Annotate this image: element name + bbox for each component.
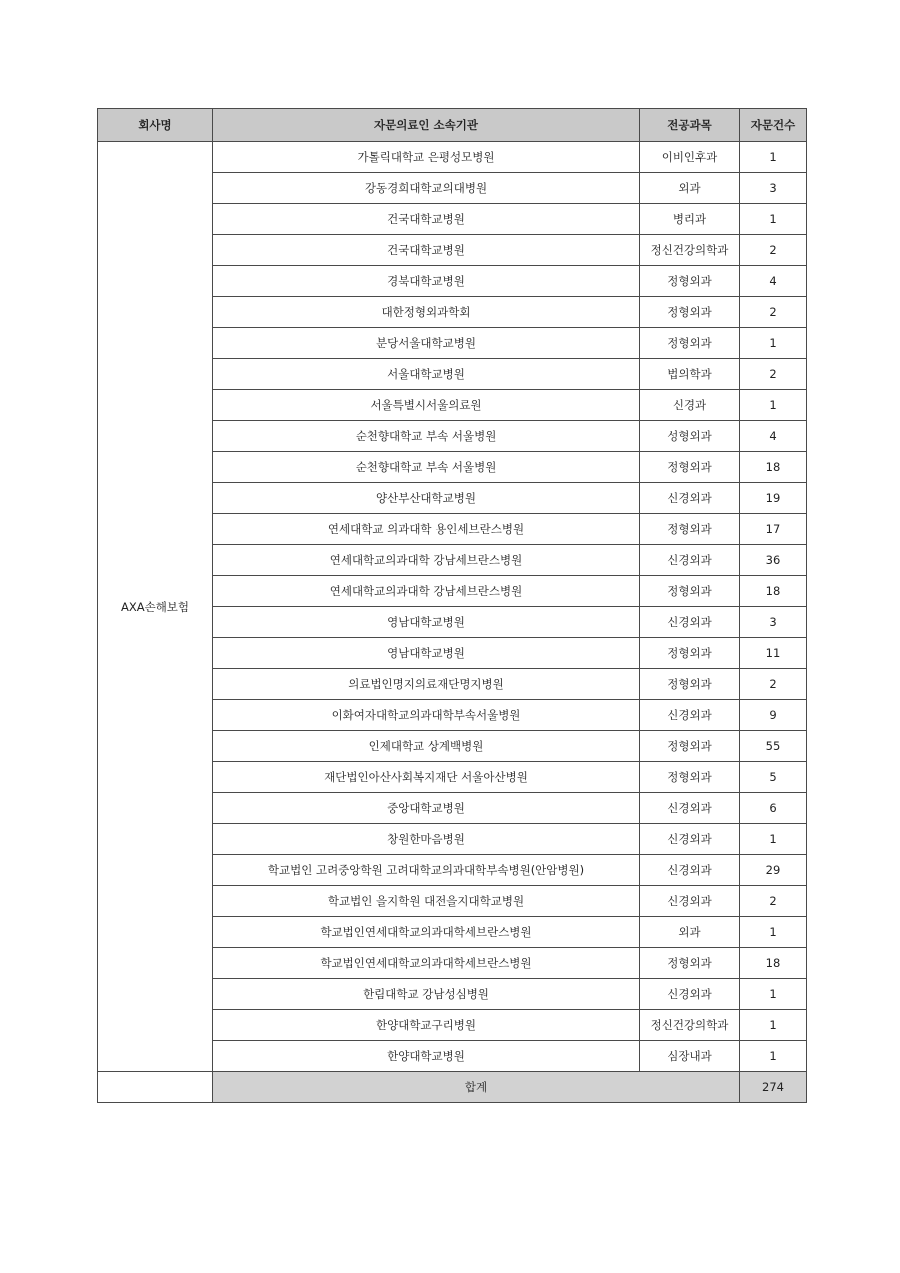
header-count: 자문건수	[740, 109, 807, 142]
count-cell: 1	[740, 1041, 807, 1072]
header-company: 회사명	[98, 109, 213, 142]
institution-cell: 창원한마음병원	[213, 824, 640, 855]
total-label: 합계	[213, 1072, 740, 1103]
specialty-cell: 신경외과	[640, 545, 740, 576]
count-cell: 1	[740, 917, 807, 948]
specialty-cell: 정형외과	[640, 297, 740, 328]
institution-cell: 의료법인명지의료재단명지병원	[213, 669, 640, 700]
header-specialty: 전공과목	[640, 109, 740, 142]
specialty-cell: 신경외과	[640, 886, 740, 917]
specialty-cell: 정신건강의학과	[640, 1010, 740, 1041]
institution-cell: 대한정형외과학회	[213, 297, 640, 328]
count-cell: 19	[740, 483, 807, 514]
specialty-cell: 정형외과	[640, 762, 740, 793]
institution-cell: 강동경희대학교의대병원	[213, 173, 640, 204]
count-cell: 4	[740, 266, 807, 297]
institution-cell: 재단법인아산사회복지재단 서울아산병원	[213, 762, 640, 793]
specialty-cell: 신경외과	[640, 793, 740, 824]
institution-cell: 양산부산대학교병원	[213, 483, 640, 514]
institution-cell: 연세대학교의과대학 강남세브란스병원	[213, 576, 640, 607]
count-cell: 18	[740, 452, 807, 483]
institution-cell: 가톨릭대학교 은평성모병원	[213, 142, 640, 173]
count-cell: 2	[740, 669, 807, 700]
count-cell: 6	[740, 793, 807, 824]
specialty-cell: 신경외과	[640, 700, 740, 731]
institution-cell: 한림대학교 강남성심병원	[213, 979, 640, 1010]
count-cell: 1	[740, 142, 807, 173]
specialty-cell: 정형외과	[640, 452, 740, 483]
company-name-cell: AXA손해보험	[98, 142, 213, 1072]
institution-cell: 인제대학교 상계백병원	[213, 731, 640, 762]
specialty-cell: 정형외과	[640, 948, 740, 979]
count-cell: 18	[740, 948, 807, 979]
total-empty-cell	[98, 1072, 213, 1103]
count-cell: 29	[740, 855, 807, 886]
count-cell: 9	[740, 700, 807, 731]
count-cell: 2	[740, 297, 807, 328]
count-cell: 36	[740, 545, 807, 576]
institution-cell: 서울대학교병원	[213, 359, 640, 390]
institution-cell: 학교법인 고려중앙학원 고려대학교의과대학부속병원(안암병원)	[213, 855, 640, 886]
count-cell: 4	[740, 421, 807, 452]
specialty-cell: 정형외과	[640, 576, 740, 607]
institution-cell: 한양대학교구리병원	[213, 1010, 640, 1041]
institution-cell: 한양대학교병원	[213, 1041, 640, 1072]
specialty-cell: 정형외과	[640, 638, 740, 669]
total-row	[98, 1072, 807, 1103]
count-cell: 2	[740, 886, 807, 917]
institution-cell: 중앙대학교병원	[213, 793, 640, 824]
specialty-cell: 심장내과	[640, 1041, 740, 1072]
specialty-cell: 이비인후과	[640, 142, 740, 173]
count-cell: 1	[740, 1010, 807, 1041]
institution-cell: 연세대학교 의과대학 용인세브란스병원	[213, 514, 640, 545]
institution-cell: 영남대학교병원	[213, 638, 640, 669]
specialty-cell: 정신건강의학과	[640, 235, 740, 266]
count-cell: 2	[740, 359, 807, 390]
consultation-table	[97, 108, 807, 1103]
institution-cell: 학교법인연세대학교의과대학세브란스병원	[213, 917, 640, 948]
institution-cell: 학교법인연세대학교의과대학세브란스병원	[213, 948, 640, 979]
specialty-cell: 신경과	[640, 390, 740, 421]
count-cell: 11	[740, 638, 807, 669]
specialty-cell: 정형외과	[640, 731, 740, 762]
specialty-cell: 정형외과	[640, 328, 740, 359]
specialty-cell: 외과	[640, 173, 740, 204]
count-cell: 5	[740, 762, 807, 793]
header-row	[98, 109, 807, 142]
count-cell: 55	[740, 731, 807, 762]
specialty-cell: 신경외과	[640, 979, 740, 1010]
institution-cell: 순천향대학교 부속 서울병원	[213, 452, 640, 483]
institution-cell: 건국대학교병원	[213, 204, 640, 235]
table-body	[98, 142, 807, 1103]
count-cell: 1	[740, 979, 807, 1010]
specialty-cell: 신경외과	[640, 483, 740, 514]
count-cell: 18	[740, 576, 807, 607]
count-cell: 3	[740, 173, 807, 204]
count-cell: 17	[740, 514, 807, 545]
institution-cell: 경북대학교병원	[213, 266, 640, 297]
institution-cell: 학교법인 을지학원 대전을지대학교병원	[213, 886, 640, 917]
count-cell: 3	[740, 607, 807, 638]
specialty-cell: 신경외과	[640, 824, 740, 855]
institution-cell: 서울특별시서울의료원	[213, 390, 640, 421]
institution-cell: 분당서울대학교병원	[213, 328, 640, 359]
specialty-cell: 법의학과	[640, 359, 740, 390]
count-cell: 2	[740, 235, 807, 266]
header-institution: 자문의료인 소속기관	[213, 109, 640, 142]
specialty-cell: 정형외과	[640, 514, 740, 545]
institution-cell: 연세대학교의과대학 강남세브란스병원	[213, 545, 640, 576]
count-cell: 1	[740, 204, 807, 235]
total-value: 274	[740, 1072, 807, 1103]
count-cell: 1	[740, 824, 807, 855]
count-cell: 1	[740, 328, 807, 359]
specialty-cell: 신경외과	[640, 607, 740, 638]
institution-cell: 건국대학교병원	[213, 235, 640, 266]
table-row	[98, 142, 807, 173]
specialty-cell: 외과	[640, 917, 740, 948]
specialty-cell: 병리과	[640, 204, 740, 235]
specialty-cell: 정형외과	[640, 669, 740, 700]
specialty-cell: 정형외과	[640, 266, 740, 297]
institution-cell: 순천향대학교 부속 서울병원	[213, 421, 640, 452]
specialty-cell: 신경외과	[640, 855, 740, 886]
institution-cell: 영남대학교병원	[213, 607, 640, 638]
institution-cell: 이화여자대학교의과대학부속서울병원	[213, 700, 640, 731]
count-cell: 1	[740, 390, 807, 421]
specialty-cell: 성형외과	[640, 421, 740, 452]
